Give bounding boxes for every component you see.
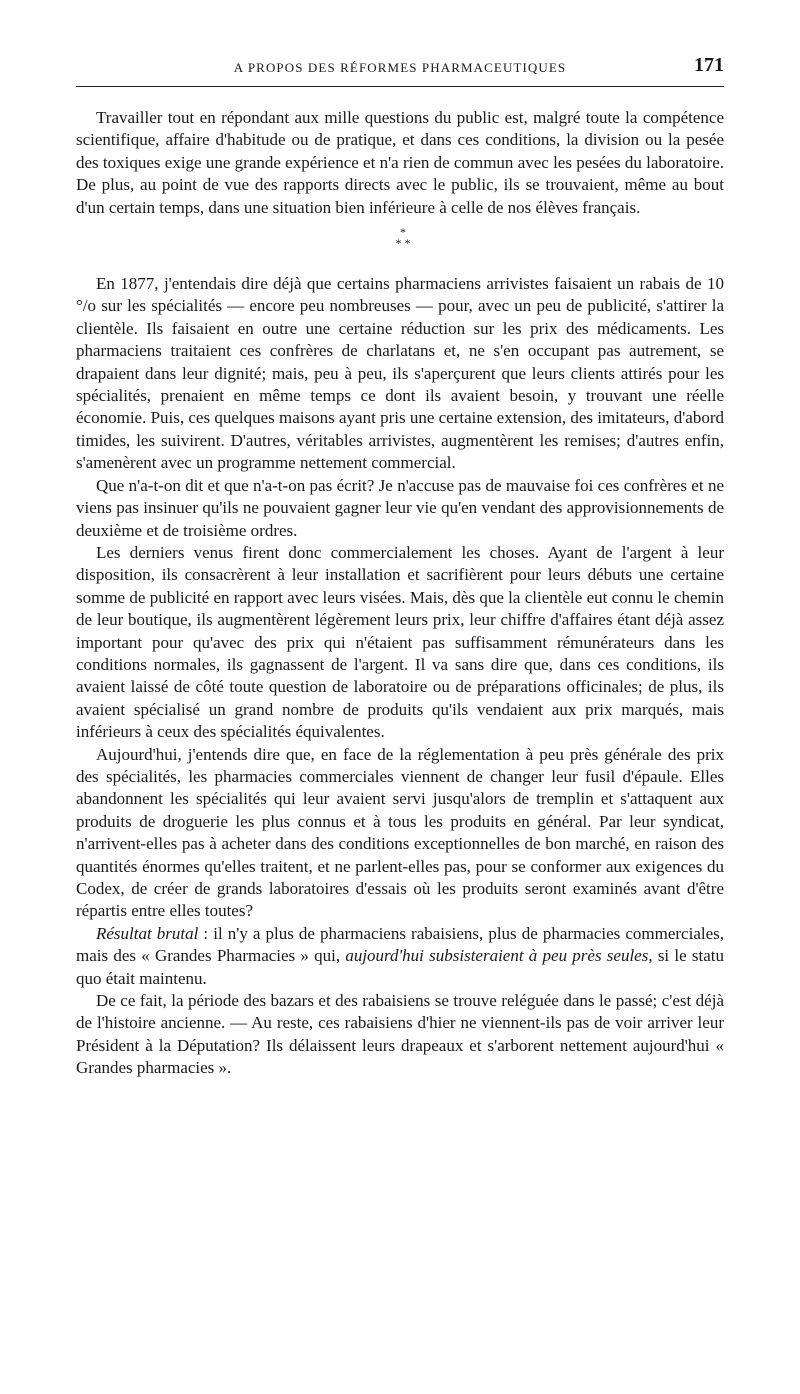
paragraph-7: De ce fait, la période des bazars et des rabaisiens se trouve reléguée dans le passé; c'est déjà de l'histoire ancienne. — Au reste, ces rabaisiens d'hier ne viennent-ils pas de voir arriver leur Président à la Députation? Ils délaissent leurs drapeaux et s'arborent nettement aujourd'hui « Grandes pharmacies ».	[76, 991, 724, 1078]
paragraph-6-lead: Résultat brutal	[96, 923, 199, 943]
paragraph-5: Aujourd'hui, j'entends dire que, en face de la réglementation à peu près générale des prix des spécialités, les pharmacies commerciales viennent de changer leur fusil d'épaule. Elles abandonnent les spécialités qui leur avaient servi jusqu'alors de tremplin et s'attaquent aux produits de droguerie les plus connus et à tous les produits en général. Par leur syndicat, n'arrivent-elles pas à acheter dans des conditions exceptionnelles de bon marché, en raison des quantités énormes qu'elles traitent, et ne parlent-elles pas, pour se conformer aux exigences du Codex, de créer de grands laboratoires d'essais où les produits seront examinés avant d'être répartis entre elles toutes?	[76, 744, 724, 921]
page-number: 171	[694, 54, 724, 76]
book-page	[76, 52, 724, 1080]
running-title: A PROPOS DES RÉFORMES PHARMACEUTIQUES	[233, 60, 567, 75]
asterism-top: *	[400, 225, 406, 240]
asterism-bottom: * *	[395, 236, 411, 251]
paragraph-6	[76, 923, 724, 990]
paragraph-2: En 1877, j'entendais dire déjà que certains pharmaciens arrivistes faisaient un rabais de 10 °/o sur les spécialités — encore peu nombreuses — pour, avec un peu de publicité, s'attirer la clientèle. Ils faisaient en outre une certaine réduction sur les prix des médicaments. Les pharmaciens traitaient ces confrères de charlatans et, ne s'en occupant pas autrement, se drapaient dans leur dignité; mais, peu à peu, ils s'aperçurent que leurs clients attirés pour les spécialités, prenaient en même temps ce dont ils avaient besoin, y trouvant une réelle économie. Puis, ces quelques maisons ayant pris une certaine extension, des imitateurs, d'abord timides, les suivirent. D'autres, véritables arrivistes, augmentèrent les remises; d'autres enfin, s'amenèrent avec un programme nettement commercial.	[76, 274, 724, 473]
paragraph-1: Travailler tout en répondant aux mille questions du public est, malgré toute la compétence scientifique, affaire d'habitude ou de pratique, et dans ces conditions, la division ou la pesée des toxiques exige une grande expérience et n'a rien de commun avec les pesées du laboratoire. De plus, au point de vue des rapports directs avec le public, ils se trouvaient, même au bout d'un certain temps, dans une situation bien inférieure à celle de nos élèves français.	[76, 108, 724, 217]
paragraph-4: Les derniers venus firent donc commercialement les choses. Ayant de l'argent à leur disposition, ils consacrèrent à leur installation et sacrifièrent pour leurs débuts une certaine somme de publicité en rapport avec leurs visées. Mais, dès que la clientèle eut connu le chemin de leur boutique, ils augmentèrent légèrement leurs prix, leur chiffre d'affaires étant déjà assez important pour qu'avec des prix qui n'étaient pas suffisamment rémunérateurs dans les conditions normales, ils gagnassent de l'argent. Il va sans dire que, dans ces conditions, ils avaient laissé de côté toute question de laboratoire ou de préparations officinales; de plus, ils avaient spécialisé un grand nombre de produits qu'ils vendaient aux prix marqués, mais inférieurs à ceux des spécialités équivalentes.	[76, 542, 724, 742]
paragraph-6-part-1: : il n'y a plus de pharmaciens rabaisiens, plus de pharmacies commerciales, mais des « Grandes Pharmacies » qui,	[76, 923, 724, 966]
asterism-separator	[76, 227, 724, 249]
paragraph-6-part-2: , si le statu quo était maintenu.	[76, 946, 724, 988]
paragraph-6-emphasis: aujourd'hui subsisteraient à peu près seules	[345, 946, 649, 966]
running-header	[76, 52, 724, 87]
body-text	[76, 107, 724, 1080]
paragraph-3: Que n'a-t-on dit et que n'a-t-on pas écrit? Je n'accuse pas de mauvaise foi ces confrères et ne viens pas insinuer qu'ils ne pouvaient gagner leur vie qu'en vendant des approvisionnements de deuxième et de troisième ordres.	[76, 475, 724, 540]
